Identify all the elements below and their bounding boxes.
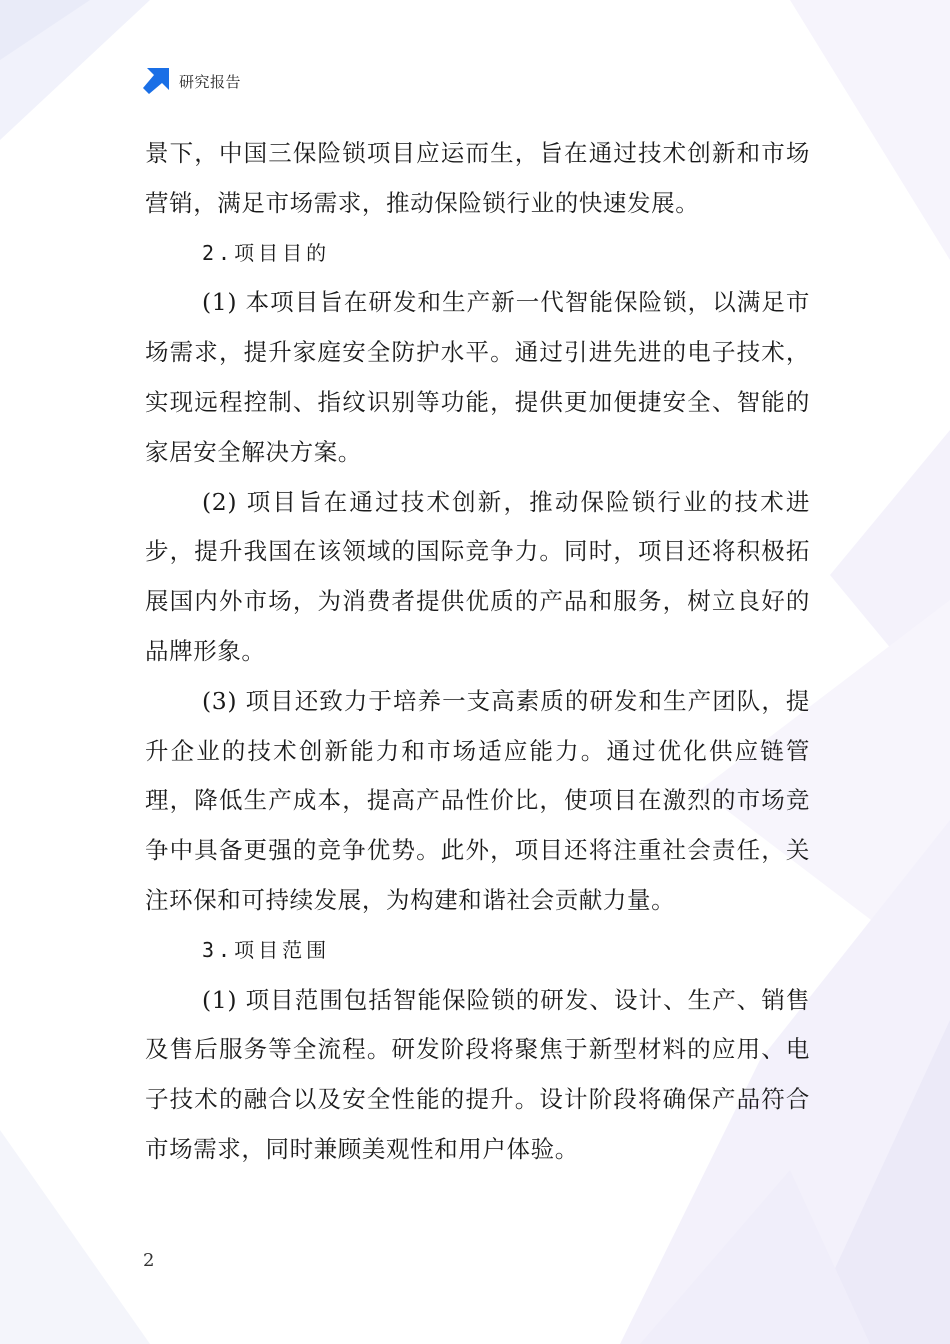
- report-header: [143, 66, 241, 96]
- paragraph-continued: 景下，中国三保险锁项目应运而生，旨在通过技术创新和市场营销，满足市场需求，推动保险锁行业的快速发展。: [145, 139, 810, 217]
- header-label: 研究报告: [179, 72, 242, 91]
- document-body: [145, 129, 810, 1175]
- paragraph-scope-1: (1) 项目范围包括智能保险锁的研发、设计、生产、销售及售后服务等全流程。研发阶段将聚焦于新型材料的应用、电子技术的融合以及安全性能的提升。设计阶段将确保产品符合市场需求，同时兼顾美观性和用户体验。: [145, 985, 810, 1163]
- paragraph-purpose-2: (2) 项目旨在通过技术创新，推动保险锁行业的技术进步，提升我国在该领域的国际竞争力。同时，项目还将积极拓展国内外市场，为消费者提供优质的产品和服务，树立良好的品牌形象。: [145, 487, 810, 665]
- paragraph-purpose-1: (1) 本项目旨在研发和生产新一代智能保险锁，以满足市场需求，提升家庭安全防护水平。通过引进先进的电子技术，实现远程控制、指纹识别等功能，提供更加便捷安全、智能的家居安全解决方案。: [145, 288, 810, 466]
- page-number: 2: [143, 1250, 155, 1271]
- section-heading-scope: 3.项目范围: [202, 937, 331, 962]
- paragraph-purpose-3: (3) 项目还致力于培养一支高素质的研发和生产团队，提升企业的技术创新能力和市场适应能力。通过优化供应链管理，降低生产成本，提高产品性价比，使项目在激烈的市场竞争中具备更强的竞争优势。此外，项目还将注重社会责任，关注环保和可持续发展，为构建和谐社会贡献力量。: [145, 686, 810, 914]
- section-heading-purpose: 2.项目目的: [202, 240, 331, 265]
- arrow-up-right-icon: [143, 68, 169, 94]
